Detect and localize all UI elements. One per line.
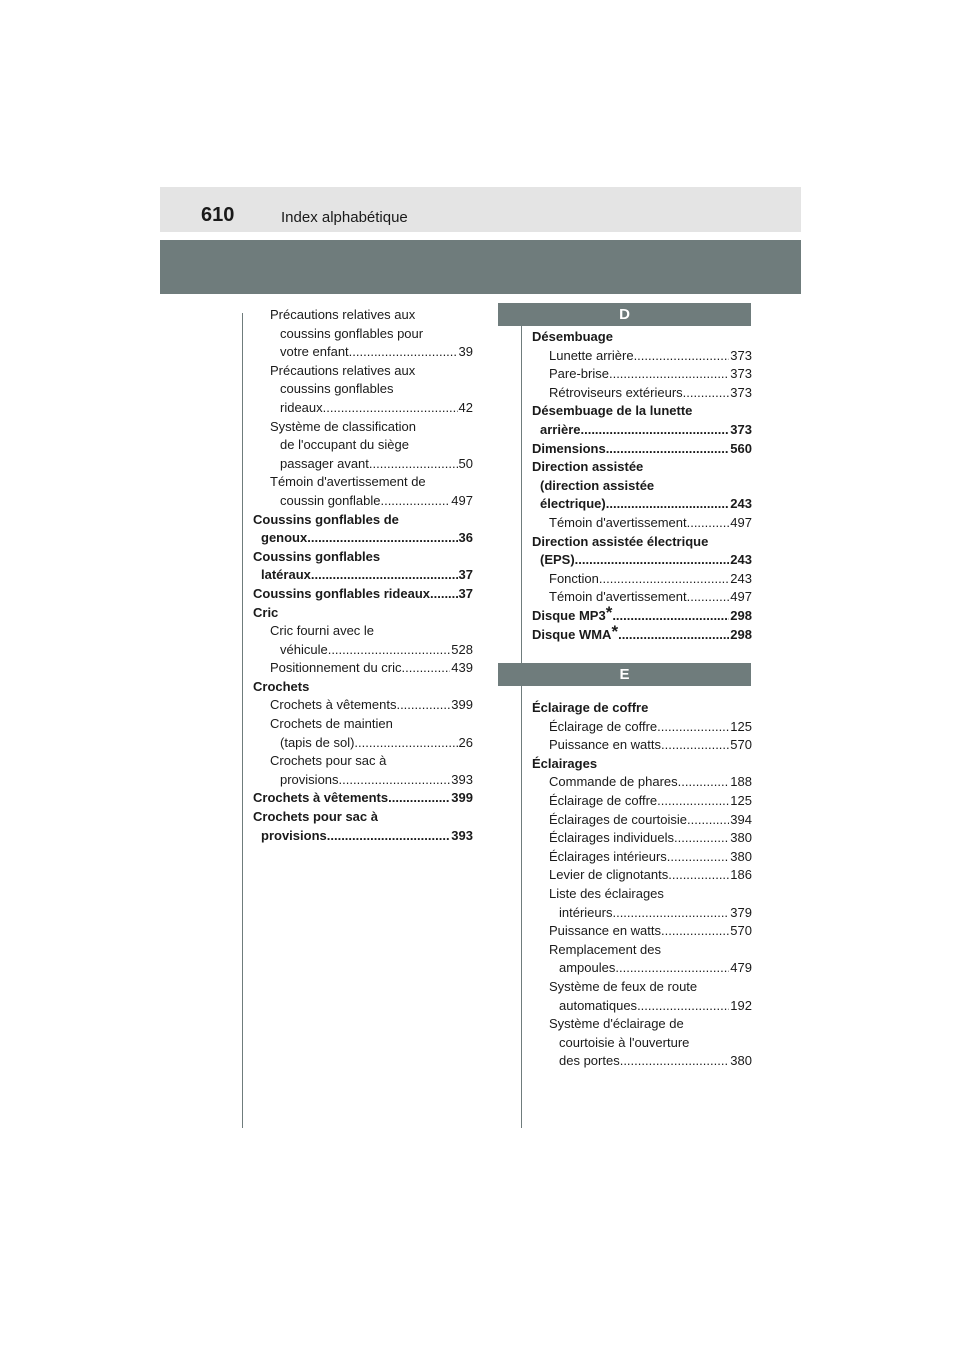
index-entry-text: courtoisie à l'ouverture [559, 1034, 690, 1050]
index-entry: intérieurs ..... 379 [532, 904, 752, 923]
index-heading: Éclairage de coffre [532, 700, 649, 716]
page-ref: 380 [730, 848, 752, 864]
page-ref: 243 [730, 552, 752, 568]
index-entry: Puissance en watts ..... 570 [532, 736, 752, 755]
page-number: 610 [201, 204, 235, 226]
index-entry: Disque WMA * ..... 298 [532, 626, 752, 645]
index-entry-text: Système de feux de route [549, 979, 698, 994]
index-entry: véhicule ..... 528 [253, 641, 473, 660]
page-ref: 380 [730, 830, 752, 846]
page-ref: 243 [730, 496, 752, 512]
index-entry: Puissance en watts ..... 570 [532, 922, 752, 941]
index-entry-text: Témoin d'avertissement de [270, 474, 426, 490]
index-entry-text: Système de classification [270, 418, 416, 434]
index-entry: Positionnement du cric ..... 439 [253, 659, 473, 678]
index-entry: Éclairages individuels ..... 380 [532, 829, 752, 848]
page-ref: 243 [730, 570, 752, 586]
page-ref: 393 [451, 827, 473, 843]
index-entry: latéraux ..... 37 [253, 566, 473, 585]
index-entry: ampoules ..... 479 [532, 959, 752, 978]
page-ref: 497 [451, 492, 473, 508]
page-ref: 26 [458, 734, 473, 750]
index-column-right [532, 328, 752, 1071]
page-ref: 298 [730, 626, 752, 642]
page-ref: 125 [730, 718, 752, 734]
index-entry: passager avant ..... 50 [253, 455, 473, 474]
index-entry: Pare-brise ..... 373 [532, 365, 752, 384]
page-ref: 373 [730, 347, 752, 363]
page-ref: 393 [451, 771, 473, 787]
page-ref: 298 [730, 607, 752, 623]
index-entry: Disque MP3 * ..... 298 [532, 607, 752, 626]
page-ref: 36 [458, 530, 473, 546]
page-ref: 380 [730, 1053, 752, 1069]
index-heading: Cric [253, 604, 279, 620]
page-ref: 528 [451, 641, 473, 657]
index-column-left [253, 306, 473, 845]
index-heading: Crochets [253, 678, 310, 694]
index-entry: arrière ..... 373 [532, 421, 752, 440]
index-entry-text: Système d'éclairage de [549, 1016, 684, 1032]
index-entry: Témoin d'avertissement ..... 497 [532, 514, 752, 533]
section-header-d: D [498, 303, 751, 326]
index-heading: Direction assistée électrique [532, 533, 709, 549]
index-entry-text: de l'occupant du siège [280, 437, 409, 453]
index-entry-text: Liste des éclairages [549, 886, 664, 902]
index-entry: rideaux ..... 42 [253, 399, 473, 418]
column-divider-left [242, 313, 243, 1128]
page-ref: 37 [458, 567, 473, 583]
index-entry: électrique) ..... 243 [532, 495, 752, 514]
index-entry: (tapis de sol) ..... 26 [253, 734, 473, 753]
index-entry: Éclairage de coffre ..... 125 [532, 792, 752, 811]
page-ref: 394 [730, 811, 752, 827]
index-entry: genoux ..... 36 [253, 529, 473, 548]
index-heading: Coussins gonflables de [253, 511, 399, 527]
section-banner [160, 240, 801, 294]
page-ref: 497 [730, 514, 752, 530]
page-ref: 560 [730, 440, 752, 456]
index-heading: (direction assistée [540, 477, 655, 493]
index-entry: automatiques ..... 192 [532, 997, 752, 1016]
index-entry: provisions ..... 393 [253, 827, 473, 846]
index-entry: Crochets à vêtements ..... 399 [253, 789, 473, 808]
index-entry-text: Précautions relatives aux [270, 362, 416, 378]
section-gap [532, 644, 752, 699]
page-ref: 497 [730, 589, 752, 605]
page-ref: 50 [458, 455, 473, 471]
index-entry-text: Crochets pour sac à [270, 753, 387, 769]
page-ref: 192 [730, 997, 752, 1013]
page-ref: 373 [730, 384, 752, 400]
index-entry: Levier de clignotants ..... 186 [532, 866, 752, 885]
page-ref: 42 [458, 399, 473, 415]
page-ref: 188 [730, 774, 752, 790]
index-entry: Dimensions ..... 560 [532, 440, 752, 459]
index-entry: Crochets à vêtements ..... 399 [253, 696, 473, 715]
page-ref: 399 [451, 697, 473, 713]
page-ref: 439 [451, 660, 473, 676]
page-ref: 399 [451, 790, 473, 806]
page-ref: 570 [730, 923, 752, 939]
page-title: Index alphabétique [281, 209, 408, 226]
page-ref: 37 [458, 585, 473, 601]
index-heading: Crochets pour sac à [253, 809, 378, 825]
index-heading: Désembuage de la lunette [532, 403, 693, 419]
index-entry: coussin gonflable ..... 497 [253, 492, 473, 511]
index-entry: Coussins gonflables rideaux ..... 37 [253, 585, 473, 604]
index-entry: (EPS) ..... 243 [532, 551, 752, 570]
header-band [160, 187, 801, 232]
index-entry: Fonction ..... 243 [532, 570, 752, 589]
index-entry: Éclairage de coffre ..... 125 [532, 718, 752, 737]
page-ref: 570 [730, 737, 752, 753]
section-header-e: E [498, 663, 751, 686]
index-entry-text: Précautions relatives aux [270, 307, 416, 322]
page-ref: 479 [730, 960, 752, 976]
page-ref: 125 [730, 793, 752, 809]
index-entry: votre enfant ..... 39 [253, 343, 473, 362]
page-ref: 373 [730, 366, 752, 382]
index-entry: provisions ..... 393 [253, 771, 473, 790]
index-entry: des portes ..... 380 [532, 1052, 752, 1071]
index-entry-text: coussins gonflables [280, 381, 394, 397]
index-heading: Éclairages [532, 755, 598, 771]
index-entry: Éclairages de courtoisie ..... 394 [532, 811, 752, 830]
index-entry-text: coussins gonflables pour [280, 325, 424, 341]
index-heading: Désembuage [532, 329, 613, 344]
page-ref: 373 [730, 421, 752, 437]
index-entry: Témoin d'avertissement ..... 497 [532, 588, 752, 607]
page-ref: 186 [730, 867, 752, 883]
page-ref: 39 [458, 344, 473, 360]
index-entry-text: Crochets de maintien [270, 716, 393, 732]
index-entry: Commande de phares ..... 188 [532, 773, 752, 792]
index-heading: Coussins gonflables [253, 548, 381, 564]
index-entry-text: Cric fourni avec le [270, 623, 375, 639]
index-entry-text: Remplacement des [549, 941, 661, 957]
column-divider-middle [521, 313, 522, 1128]
index-entry: Éclairages intérieurs ..... 380 [532, 848, 752, 867]
index-heading: Direction assistée [532, 459, 644, 475]
index-entry: Rétroviseurs extérieurs ..... 373 [532, 384, 752, 403]
index-entry: Lunette arrière ..... 373 [532, 347, 752, 366]
page-ref: 379 [730, 904, 752, 920]
